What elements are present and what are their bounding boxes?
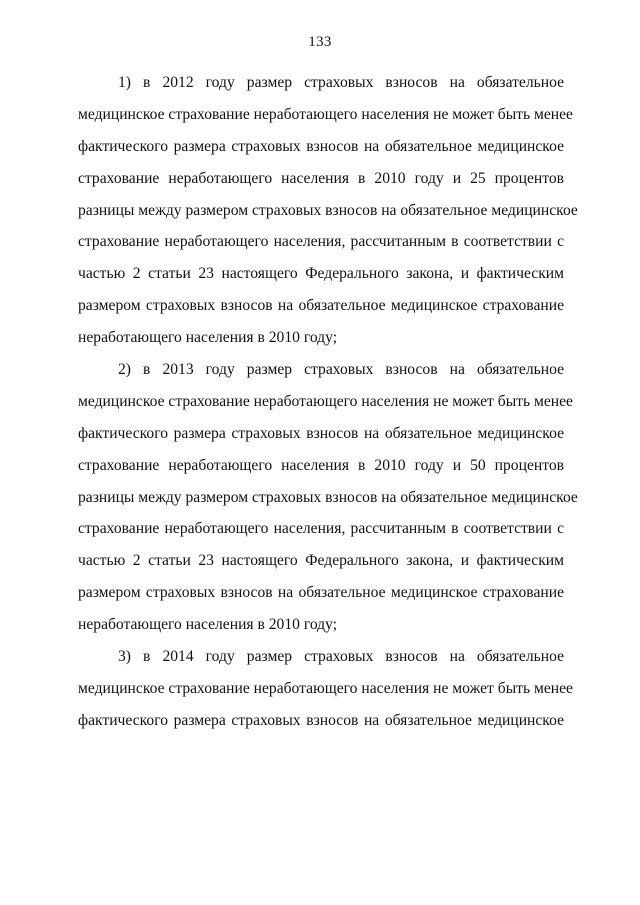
text-line: фактического размера страховых взносов на обязательное медицинское <box>78 424 564 442</box>
text-line: страхование неработающего населения, рассчитанным в соответствии с <box>78 520 564 538</box>
text-line: 3) в 2014 году размер страховых взносов на обязательное <box>118 648 564 666</box>
text-line: медицинское страхование неработающего населения не может быть менее <box>78 105 573 123</box>
page-number: 133 <box>308 34 332 50</box>
text-line: неработающего населения в 2010 году; <box>78 329 338 347</box>
text-line: частью 2 статьи 23 настоящего Федерального закона, и фактическим <box>78 552 564 570</box>
text-line: фактического размера страховых взносов на обязательное медицинское <box>78 137 564 155</box>
paragraph-item-1 <box>78 67 578 354</box>
paragraph-item-3 <box>78 641 573 737</box>
text-line: 1) в 2012 году размер страховых взносов на обязательное <box>118 74 564 91</box>
text-line: медицинское страхование неработающего населения не может быть менее <box>78 679 573 697</box>
text-line: размером страховых взносов на обязательное медицинское страхование <box>78 297 564 315</box>
text-line: медицинское страхование неработающего населения не может быть менее <box>78 392 573 410</box>
text-line: неработающего населения в 2010 году; <box>78 616 338 634</box>
text-line: страхование неработающего населения, рассчитанным в соответствии с <box>78 233 564 251</box>
text-line: частью 2 статьи 23 настоящего Федерального закона, и фактическим <box>78 265 564 283</box>
text-line: разницы между размером страховых взносов на обязательное медицинское <box>78 201 578 219</box>
text-line: размером страховых взносов на обязательное медицинское страхование <box>78 584 564 602</box>
text-line: разницы между размером страховых взносов на обязательное медицинское <box>78 488 578 506</box>
text-line: страхование неработающего населения в 2010 году и 50 процентов <box>78 456 564 474</box>
text-line: страхование неработающего населения в 2010 году и 25 процентов <box>78 169 564 187</box>
text-line: 2) в 2013 году размер страховых взносов на обязательное <box>118 361 564 379</box>
text-line: фактического размера страховых взносов на обязательное медицинское <box>78 711 564 729</box>
document-body <box>78 67 578 737</box>
paragraph-item-2 <box>78 354 578 641</box>
